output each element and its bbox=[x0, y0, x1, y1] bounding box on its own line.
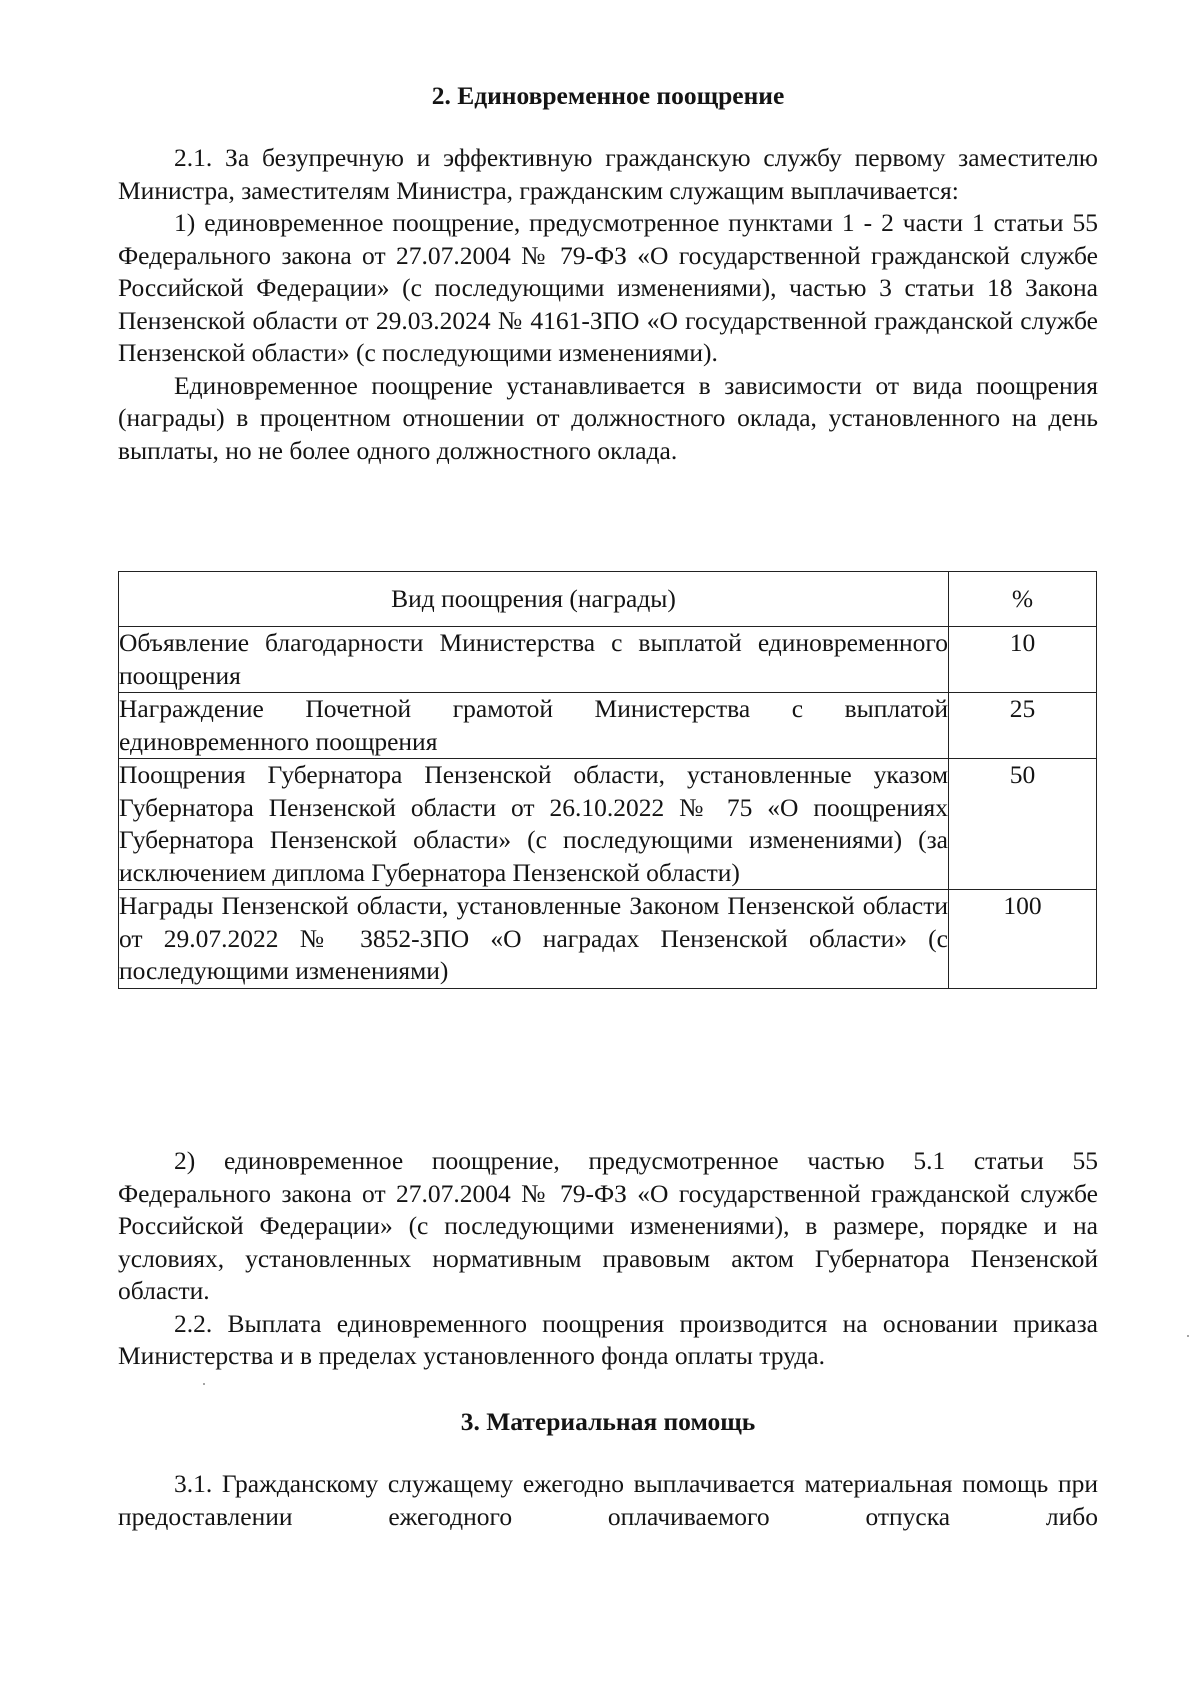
table-cell-award-name: Объявление благодарности Министерства с выплатой единовременного поощрения bbox=[119, 627, 949, 693]
table-row bbox=[119, 890, 1097, 989]
table-row bbox=[119, 627, 1097, 693]
paragraph-2-1-item-1: 1) единовременное поощрение, предусмотренное пунктами 1 - 2 части 1 статьи 55 Федерального закона от 27.07.2004 № 79-ФЗ «О государственной гражданской службе Российской Федерации» (с последующими изменениями), частью 3 статьи 18 Закона Пензенской области от 29.03.2024 № 4161-ЗПО «О государственной гражданской службе Пензенской области» (с последующими изменениями). bbox=[118, 208, 1098, 367]
paragraph-3-1: 3.1. Гражданскому служащему ежегодно выплачивается материальная помощь при предоставлении ежегодного оплачиваемого отпуска либо bbox=[118, 1469, 1098, 1531]
section-3-text bbox=[118, 1468, 1098, 1533]
award-percent-table bbox=[118, 571, 1097, 989]
section-2-heading: 2. Единовременное поощрение bbox=[431, 81, 785, 110]
table-cell-award-name: Награды Пензенской области, установленные Законом Пензенской области от 29.07.2022 № 3852-ЗПО «О наградах Пензенской области» (с последующими изменениями) bbox=[119, 890, 949, 989]
paragraph-2-1: 2.1. За безупречную и эффективную гражданскую службу первому заместителю Министра, заместителям Министра, гражданским служащим выплачивается: bbox=[118, 143, 1098, 205]
scan-speck bbox=[203, 1383, 205, 1385]
section-3-heading: 3. Материальная помощь bbox=[460, 1407, 756, 1436]
table-row bbox=[119, 759, 1097, 890]
table-header-row bbox=[119, 572, 1097, 627]
table-header-award-type: Вид поощрения (награды) bbox=[119, 572, 949, 627]
section-2-text-bottom bbox=[118, 1145, 1098, 1373]
table-cell-award-name: Награждение Почетной грамотой Министерства с выплатой единовременного поощрения bbox=[119, 693, 949, 759]
paragraph-2-1-item-2: 2) единовременное поощрение, предусмотренное частью 5.1 статьи 55 Федерального закона от 27.07.2004 № 79-ФЗ «О государственной гражданской службе Российской Федерации» (с последующими изменениями), в размере, порядке и на условиях, установленных нормативным правовым актом Губернатора Пензенской области. bbox=[118, 1146, 1098, 1305]
paragraph-2-1-note: Единовременное поощрение устанавливается в зависимости от вида поощрения (награды) в процентном отношении от должностного оклада, установленного на день выплаты, но не более одного должностного оклада. bbox=[118, 370, 1098, 465]
table-cell-percent: 10 bbox=[949, 627, 1097, 693]
paragraph-2-2: 2.2. Выплата единовременного поощрения производится на основании приказа Министерства и в пределах установленного фонда оплаты труда. bbox=[118, 1308, 1098, 1370]
table-cell-award-name: Поощрения Губернатора Пензенской области, установленные указом Губернатора Пензенской области от 26.10.2022 № 75 «О поощрениях Губернатора Пензенской области» (с последующими изменениями) (за исключением диплома Губернатора Пензенской области) bbox=[119, 759, 949, 890]
table-row bbox=[119, 693, 1097, 759]
table-cell-percent: 50 bbox=[949, 759, 1097, 890]
table-header-percent: % bbox=[949, 572, 1097, 627]
scan-speck bbox=[1187, 1335, 1189, 1337]
table-cell-percent: 100 bbox=[949, 890, 1097, 989]
section-2-text-top bbox=[118, 142, 1098, 467]
table-cell-percent: 25 bbox=[949, 693, 1097, 759]
